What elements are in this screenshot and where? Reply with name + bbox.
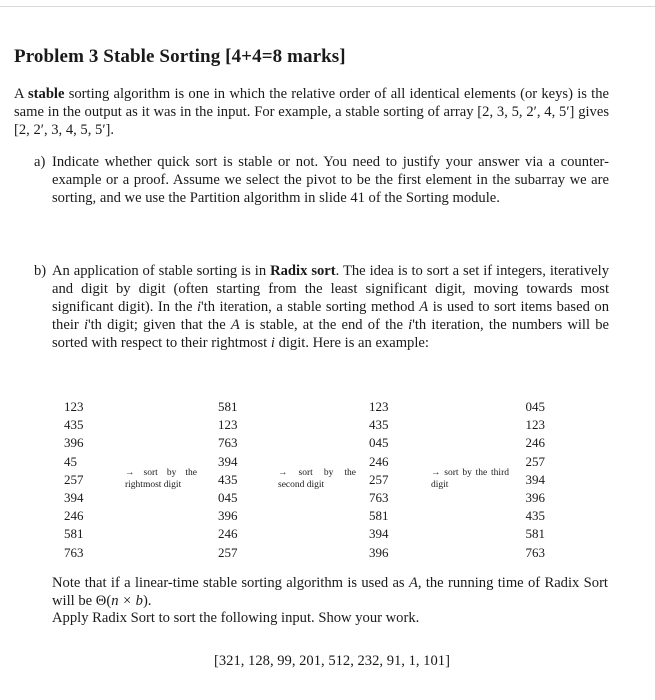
problem-title: Problem 3 Stable Sorting [4+4=8 marks]: [14, 46, 346, 67]
list-item: 123: [525, 417, 545, 433]
list-item: 581: [369, 508, 389, 524]
list-item: 123: [369, 399, 389, 414]
part-b-label: b): [34, 263, 47, 279]
list-item: 045: [218, 490, 238, 506]
list-item: 45: [64, 453, 77, 469]
math-i-3: i: [408, 317, 413, 333]
list-item: 396: [525, 490, 545, 506]
list-item: 394: [525, 471, 545, 487]
part-b-text-4: is used to sort items based on their: [52, 299, 609, 333]
list-item: 394: [218, 453, 238, 469]
note-post: ).: [142, 593, 152, 609]
list-item: 581: [525, 526, 545, 542]
part-b-text-6: is stable, at the end of the: [239, 317, 409, 333]
input-array: [321, 128, 99, 201, 512, 232, 91, 1, 101]: [214, 653, 450, 669]
list-item: 435: [369, 417, 389, 433]
arrow-label-rightmost: → sort by the rightmost digit: [125, 468, 197, 490]
arrow-label-second: → sort by the second digit: [278, 468, 356, 490]
list-item: 763: [369, 490, 389, 506]
apply-instruction: Apply Radix Sort to sort the following input. Show your work.: [52, 610, 420, 626]
note-pre: Note that if a linear-time stable sorting algorithm is used as: [52, 575, 409, 591]
arrow-label-third: → sort by the third digit: [431, 468, 509, 490]
list-item: 396: [64, 435, 84, 451]
list-item: 123: [218, 417, 238, 433]
list-item: 045: [369, 435, 389, 451]
list-item: 394: [64, 490, 84, 506]
part-a-label: a): [34, 154, 46, 170]
list-item: 123: [64, 399, 84, 414]
part-b-text-5: 'th digit; given that the: [88, 317, 231, 333]
list-item: 246: [218, 526, 238, 542]
intro-post: sorting algorithm is one in which the relative order of all identical elements (or keys) is the same in the output as it was in the input. For example, a stable sorting of array [2, 3, 5, 2′, 4, 5′] gives [2, 2′, 3, 4, 5, 5′].: [14, 86, 610, 138]
list-item: 257: [525, 453, 545, 469]
list-item: 435: [525, 508, 545, 524]
list-item: 435: [218, 471, 238, 487]
list-item: 763: [525, 544, 545, 560]
example-column-pass-3: [519, 398, 545, 562]
math-i-2: i: [83, 317, 88, 333]
part-b-text-1: An application of stable sorting is in: [52, 263, 271, 279]
example-column-pass-1: [218, 398, 238, 562]
part-b-text-2: . The idea is to sort a set if integers, iteratively and digit by digit (often starting from the least significant digit, moving towards most significant digit). In the: [52, 263, 609, 315]
part-b-text-8: digit. Here is an example:: [274, 335, 429, 351]
list-item: 045: [525, 399, 545, 414]
list-item: 257: [64, 471, 84, 487]
intro-pre: A: [14, 86, 28, 102]
list-item: 396: [218, 508, 238, 524]
math-i-4: i: [270, 335, 275, 351]
math-i-1: i: [196, 299, 202, 315]
math-n-times-b: n × b: [111, 593, 143, 609]
list-item: 246: [525, 435, 545, 451]
part-a: [34, 153, 609, 207]
part-b: [34, 262, 609, 352]
list-item: 763: [64, 544, 84, 560]
math-A-1: A: [419, 299, 429, 315]
part-a-text: Indicate whether quick sort is stable or not. You need to justify your answer via a counter-example or a proof. Assume we select the pivot to be the first element in the subarray we are sorting, and we use the Partition algorithm in slide 41 of the Sorting module.: [52, 154, 609, 206]
note-mid: , the running time of Radix Sort will be Θ(: [52, 575, 608, 609]
list-item: 246: [64, 508, 84, 524]
list-item: 581: [64, 526, 84, 542]
note-paragraph: [52, 574, 608, 610]
top-divider: [0, 6, 655, 7]
math-A-3: A: [408, 575, 418, 591]
part-b-text-3: 'th iteration, a stable sorting method: [201, 299, 420, 315]
part-b-text-7: 'th iteration, the numbers will be sorted with respect to their rightmost: [52, 317, 609, 351]
part-b-text: [52, 262, 609, 352]
list-item: 396: [369, 544, 389, 560]
list-item: 763: [218, 435, 238, 451]
list-item: 257: [369, 471, 389, 487]
list-item: 435: [64, 417, 84, 433]
example-column-pass-2: [369, 398, 389, 562]
radix-sort-term: Radix sort: [270, 263, 336, 279]
stable-term: stable: [27, 86, 65, 102]
intro-paragraph: [14, 85, 609, 139]
list-item: 257: [218, 544, 238, 560]
list-item: 581: [218, 399, 238, 414]
list-item: 246: [369, 453, 389, 469]
list-item: 394: [369, 526, 389, 542]
math-A-2: A: [230, 317, 240, 333]
example-column-input: [64, 398, 84, 562]
